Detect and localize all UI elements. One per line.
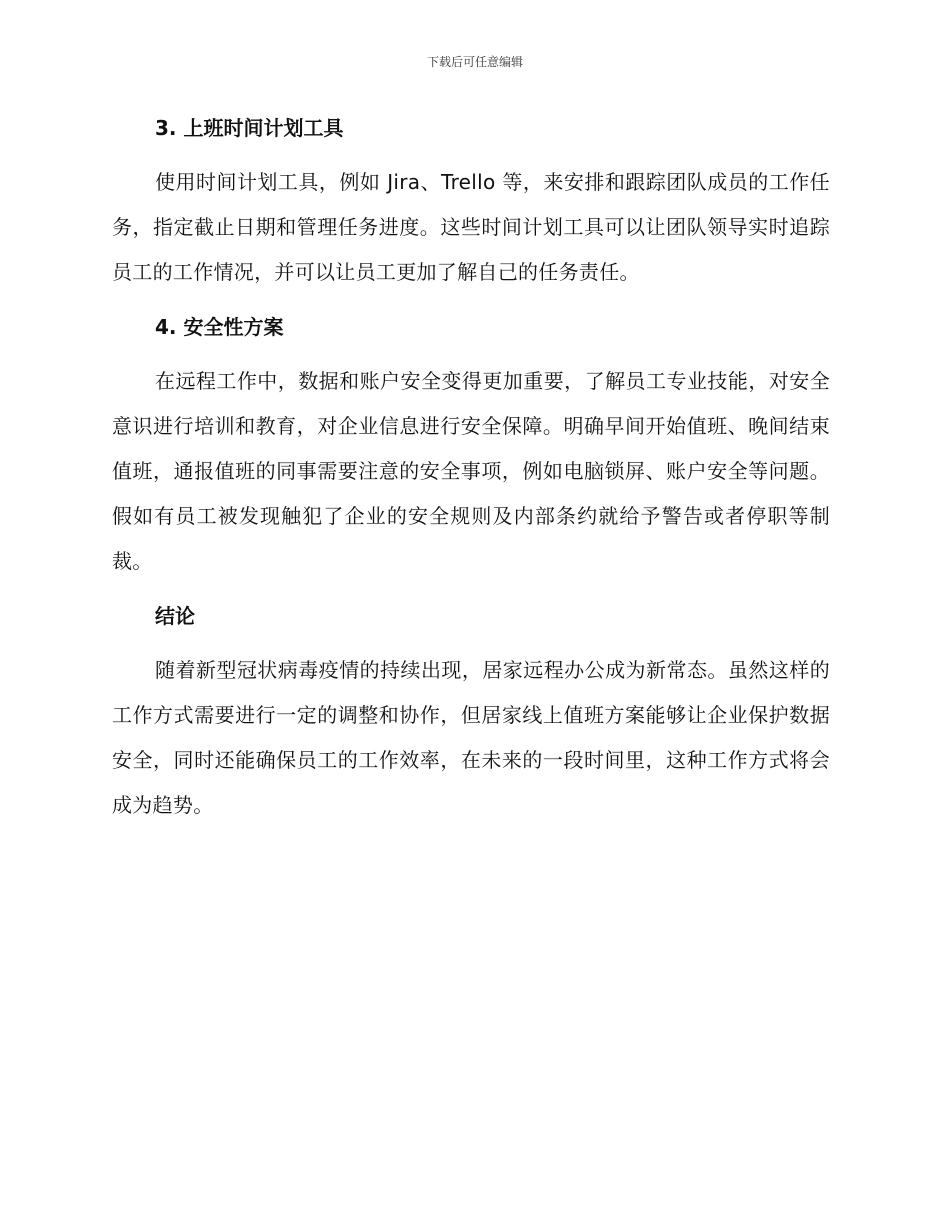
section-heading-conclusion: 结论 xyxy=(155,604,195,628)
section-heading-schedule-tools: 3. 上班时间计划工具 xyxy=(155,116,344,140)
section-paragraph-schedule-tools: 使用时间计划工具，例如 Jira、Trello 等，来安排和跟踪团队成员的工作任务，指定截止日期和管理任务进度。这些时间计划工具可以让团队领导实时追踪员工的工作情况，并可以让员工更加了解自己的任务责任。 xyxy=(112,170,830,284)
page-header: 下载后可任意编辑 xyxy=(426,55,523,69)
section-paragraph-conclusion: 随着新型冠状病毒疫情的持续出现，居家远程办公成为新常态。虽然这样的工作方式需要进行一定的调整和协作，但居家线上值班方案能够让企业保护数据安全，同时还能确保员工的工作效率，在未来的一段时间里，这种工作方式将会成为趋势。 xyxy=(112,658,830,817)
document-body xyxy=(112,110,830,828)
section-paragraph-security-plan: 在远程工作中，数据和账户安全变得更加重要，了解员工专业技能，对安全意识进行培训和教育，对企业信息进行安全保障。明确早间开始值班、晚间结束值班，通报值班的同事需要注意的安全事项，例如电脑锁屏、账户安全等问题。假如有员工被发现触犯了企业的安全规则及内部条约就给予警告或者停职等制裁。 xyxy=(112,369,830,573)
section-heading-security-plan: 4. 安全性方案 xyxy=(155,315,284,339)
